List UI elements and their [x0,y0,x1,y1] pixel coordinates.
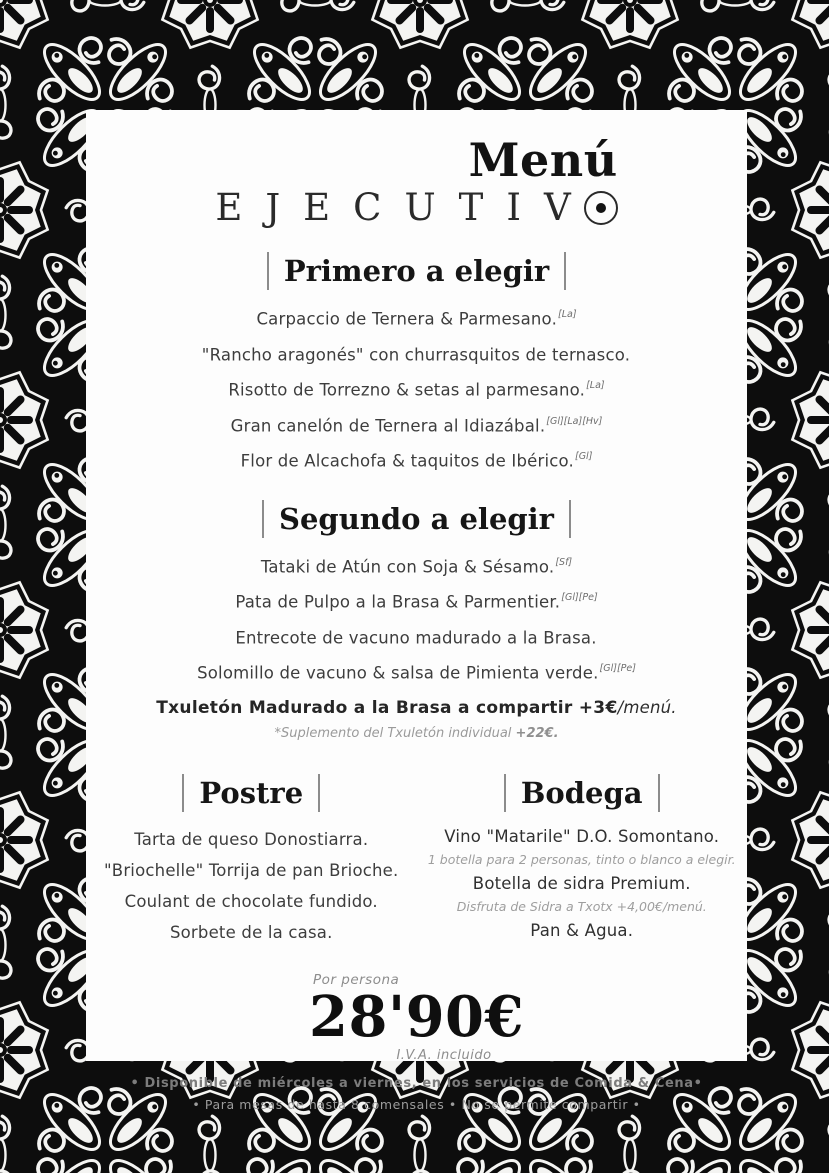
heading-bar [262,500,264,538]
postre-bodega-columns [86,774,747,948]
menu-item: Carpaccio de Ternera & Parmesano.[La] [256,309,577,329]
menu-item: Flor de Alcachofa & taquitos de Ibérico.[Gl] [240,451,593,471]
menu-item: Risotto de Torrezno & setas al parmesano.[La] [228,380,605,400]
allergen-tag: [Gl] [574,451,593,463]
section-heading-bodega [417,774,748,812]
ejecutivo-letters: EJECUTIV [215,186,594,230]
txuleton-highlight-item: Txuletón Madurado a la Brasa a compartir +3€/menú. [156,697,677,718]
menu-item: Solomillo de vacuno & salsa de Pimienta verde.[Gl][Pe] [197,663,636,683]
menu-item: Tataki de Atún con Soja & Sésamo.[Sf] [260,556,573,577]
heading-bar [267,252,269,290]
conditions-footer [86,1076,747,1112]
postre-column [86,774,417,948]
heading-bar [504,774,506,812]
allergen-tag: [Gl][Pe] [599,663,636,675]
menu-item: "Rancho aragonés" con churrasquitos de ternasco. [201,345,631,365]
bodega-items [417,824,748,943]
segundo-heading-label: Segundo a elegir [279,501,554,536]
ejecutivo-word [215,186,617,230]
allergen-tag: [La] [586,380,605,392]
menu-item-note: Disfruta de Sidra a Txotx +4,00€/menú. [456,898,707,914]
bodega-column [417,774,748,948]
menu-card [86,110,747,1112]
section-heading-segundo [86,500,747,538]
menu-item: Coulant de chocolate fundido. [124,891,378,911]
menu-item: Sorbete de la casa. [169,922,333,942]
postre-items [86,824,417,948]
bodega-heading-label: Bodega [520,775,643,810]
heading-bar [564,252,566,290]
title-block [215,133,618,230]
menu-item: Pan & Agua. [530,920,634,940]
heading-bar [569,500,571,538]
segundo-items [86,548,747,744]
allergen-tag: [Sf] [555,556,573,568]
menu-item: Botella de sidra Premium. [472,873,691,893]
menu-item: "Briochelle" Torrija de pan Brioche. [104,860,399,880]
heading-bar [658,774,660,812]
menu-title-word: Menú [468,133,618,187]
section-heading-primero [86,252,747,290]
allergen-tag: [Gl][Pe] [561,592,598,604]
menu-item: Pata de Pulpo a la Brasa & Parmentier.[Gl][Pe] [235,592,598,612]
postre-heading-label: Postre [199,775,304,810]
menu-item: Gran canelón de Ternera al Idiazábal.[Gl][La][Hv] [230,415,603,436]
price-amount: 28'90€ [309,983,524,1050]
section-heading-postre [86,774,417,812]
price-block [309,972,524,1063]
heading-bar [318,774,320,812]
vat-included-note: I.V.A. incluido [396,1047,492,1063]
availability-note: • Disponible de miércoles a viernes, en los servicios de Comida & Cena• [130,1075,703,1091]
table-rules-note: • Para mesas de hasta 8 comensales • No se permite compartir • [192,1096,641,1112]
primero-heading-label: Primero a elegir [283,254,550,289]
primero-items [86,300,747,478]
menu-item: Tarta de queso Donostiarra. [134,829,369,849]
circle-dot-icon [584,191,618,225]
menu-item: Vino "Matarile" D.O. Somontano. [444,826,720,846]
price-per-person-label: Por persona [313,971,400,988]
allergen-tag: [La] [558,309,577,321]
txuleton-supplement-note: *Suplemento del Txuletón individual +22€. [274,725,559,741]
heading-bar [182,774,184,812]
allergen-tag: [Gl][La][Hv] [546,415,603,427]
menu-item-note: 1 botella para 2 personas, tinto o blanco a elegir. [427,851,736,867]
menu-item: Entrecote de vacuno madurado a la Brasa. [235,628,597,648]
